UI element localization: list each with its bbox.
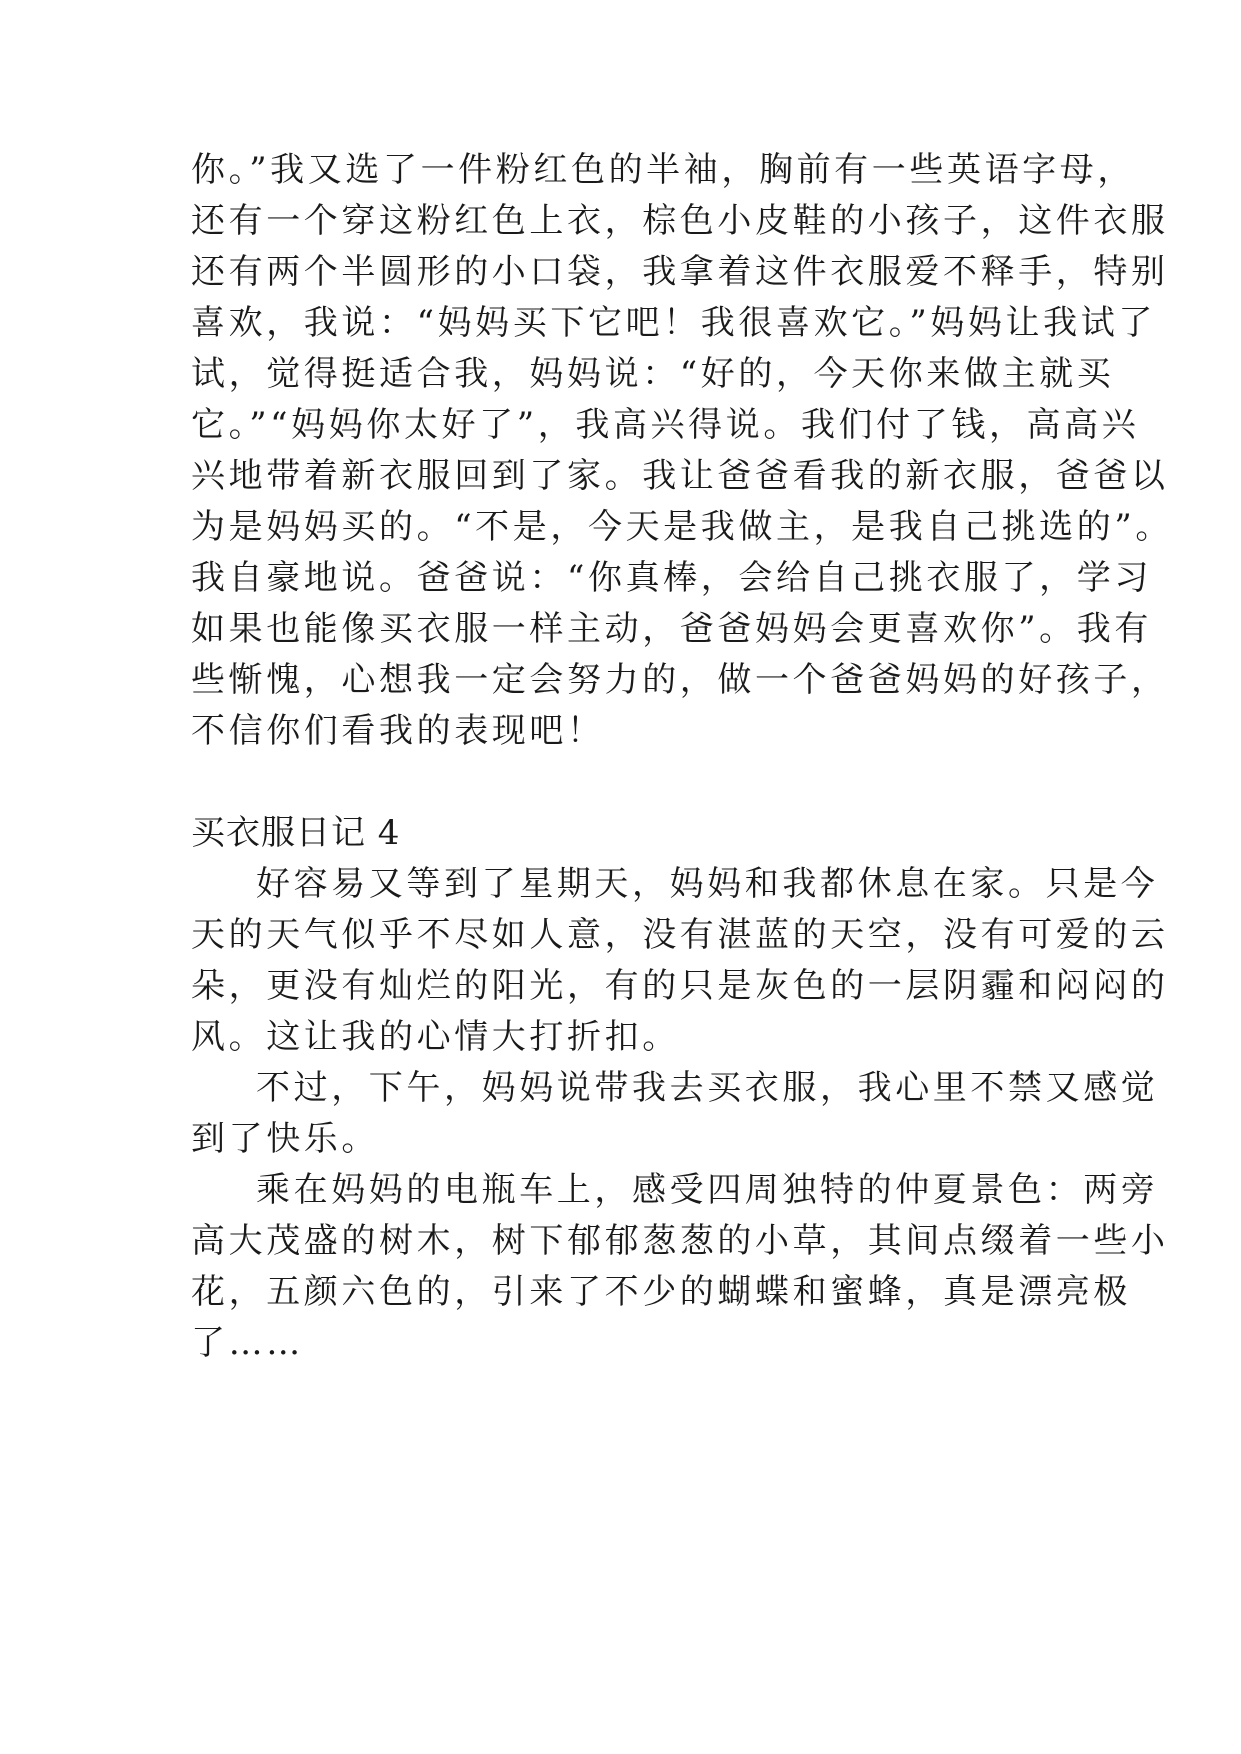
paragraph-line: 如果也能像买衣服一样主动，爸爸妈妈会更喜欢你”。我有 bbox=[191, 609, 1152, 649]
paragraph-line: 试，觉得挺适合我，妈妈说：“好的，今天你来做主就买 bbox=[191, 354, 1115, 394]
paragraph-line: 乘在妈妈的电瓶车上，感受四周独特的仲夏景色：两旁 bbox=[256, 1170, 1159, 1210]
paragraph-line: 兴地带着新衣服回到了家。我让爸爸看我的新衣服，爸爸以 bbox=[191, 456, 1169, 496]
paragraph-line: 喜欢，我说：“妈妈买下它吧！我很喜欢它。”妈妈让我试了 bbox=[191, 303, 1156, 343]
paragraph-line: 高大茂盛的树木，树下郁郁葱葱的小草，其间点缀着一些小 bbox=[191, 1221, 1169, 1261]
paragraph-line: 为是妈妈买的。“不是，今天是我做主，是我自己挑选的”。 bbox=[191, 507, 1173, 547]
paragraph-line: 你。”我又选了一件粉红色的半袖，胸前有一些英语字母， bbox=[191, 150, 1135, 190]
paragraph-line: 天的天气似乎不尽如人意，没有湛蓝的天空，没有可爱的云 bbox=[191, 915, 1169, 955]
paragraph-line: 花，五颜六色的，引来了不少的蝴蝶和蜜蜂，真是漂亮极 bbox=[191, 1272, 1131, 1312]
paragraph-line: 不过，下午，妈妈说带我去买衣服，我心里不禁又感觉 bbox=[256, 1068, 1159, 1108]
paragraph-line: 还有两个半圆形的小口袋，我拿着这件衣服爱不释手，特别 bbox=[191, 252, 1169, 292]
paragraph-line: 还有一个穿这粉红色上衣，棕色小皮鞋的小孩子，这件衣服 bbox=[191, 201, 1169, 241]
section-title: 买衣服日记 4 bbox=[191, 813, 401, 853]
paragraph-line: 些惭愧，心想我一定会努力的，做一个爸爸妈妈的好孩子， bbox=[191, 660, 1169, 700]
paragraph-line: 了…… bbox=[191, 1323, 304, 1363]
paragraph-line: 它。”“妈妈你太好了”，我高兴得说。我们付了钱，高高兴 bbox=[191, 405, 1140, 445]
paragraph-line: 到了快乐。 bbox=[191, 1119, 379, 1159]
paragraph-line: 不信你们看我的表现吧！ bbox=[191, 711, 605, 751]
paragraph-line: 我自豪地说。爸爸说：“你真棒，会给自己挑衣服了，学习 bbox=[191, 558, 1152, 598]
paragraph-line: 风。这让我的心情大打折扣。 bbox=[191, 1017, 680, 1057]
paragraph-line: 朵，更没有灿烂的阳光，有的只是灰色的一层阴霾和闷闷的 bbox=[191, 966, 1169, 1006]
paragraph-line: 好容易又等到了星期天，妈妈和我都休息在家。只是今 bbox=[256, 864, 1159, 904]
